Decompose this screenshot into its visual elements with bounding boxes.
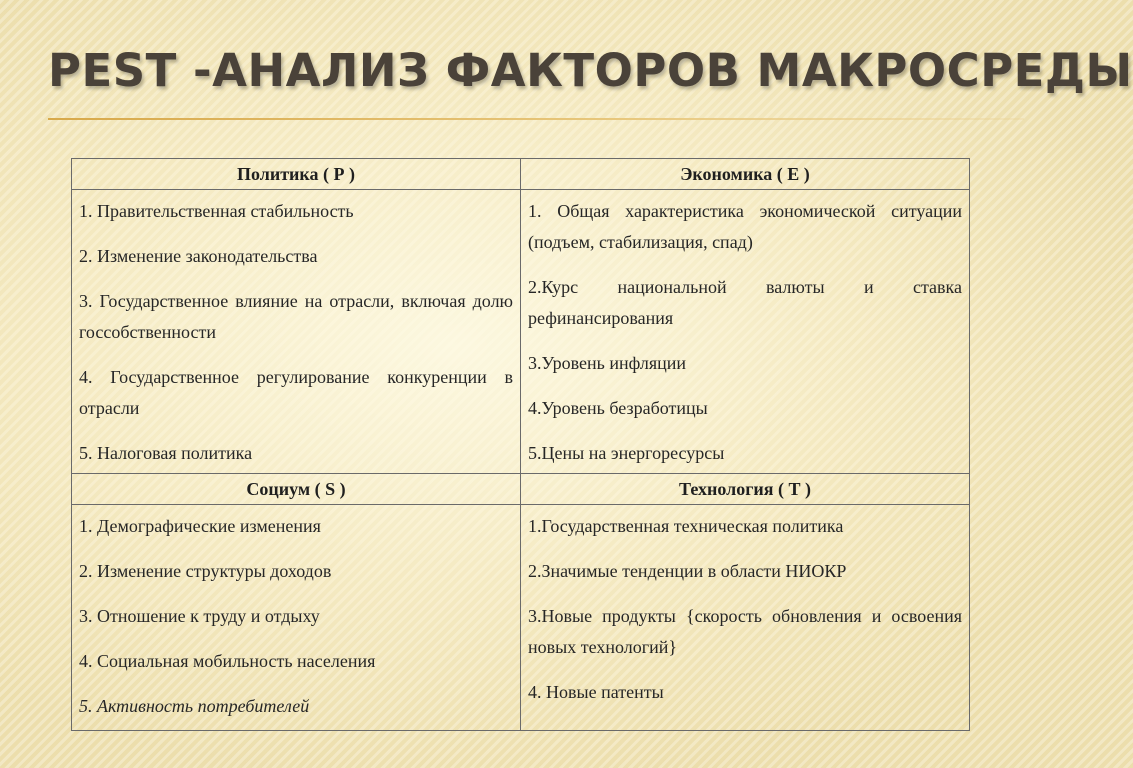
technology-header: Технология ( Т )	[521, 474, 970, 505]
list-item	[79, 362, 513, 424]
list-item: 1. Общая характеристика экономической ситуации (подъем, стабилизация, спад)	[528, 201, 962, 252]
list-item-text: 4. Государственное регулирование конкуренции в отрасли	[79, 367, 513, 418]
politics-cell	[72, 190, 521, 474]
list-item: 4.Уровень безработицы	[528, 398, 708, 418]
list-item: 2. Изменение законодательства	[79, 246, 318, 266]
list-item: 1. Демографические изменения	[79, 516, 321, 536]
list-item: 5. Налоговая политика	[79, 443, 253, 463]
list-item: 3.Уровень инфляции	[528, 353, 687, 373]
list-item: 4. Социальная мобильность населения	[79, 651, 376, 671]
technology-cell	[521, 505, 970, 731]
list-item: 4. Новые патенты	[528, 682, 664, 702]
politics-header: Политика ( Р )	[72, 159, 521, 190]
title-divider	[48, 118, 1024, 120]
list-item: 5. Активность потребителей	[79, 696, 310, 716]
list-item: 3.Новые продукты {скорость обновления и освоения новых технологий}	[528, 606, 962, 657]
list-item: 5.Цены на энергоресурсы	[528, 443, 725, 463]
economy-cell	[521, 190, 970, 474]
list-item: 2.Значимые тенденции в области НИОКР	[528, 561, 847, 581]
table-row	[72, 190, 970, 474]
economy-header: Экономика ( Е )	[521, 159, 970, 190]
society-header: Социум ( S )	[72, 474, 521, 505]
table-header-row	[72, 474, 970, 505]
list-item: 1.Государственная техническая политика	[528, 516, 844, 536]
pest-table	[71, 158, 970, 731]
list-item: 3. Отношение к труду и отдыху	[79, 606, 320, 626]
list-item: 3. Государственное влияние на отрасли, включая долю госсобственности	[79, 291, 513, 342]
slide-title: PEST -АНАЛИЗ ФАКТОРОВ МАКРОСРЕДЫ	[48, 44, 1133, 97]
list-item: 1. Правительственная стабильность	[79, 201, 354, 221]
list-item: 2.Курс национальной валюты и ставка рефинансирования	[528, 277, 962, 328]
list-item: 2. Изменение структуры доходов	[79, 561, 332, 581]
table-row	[72, 505, 970, 731]
society-cell	[72, 505, 521, 731]
table-header-row	[72, 159, 970, 190]
